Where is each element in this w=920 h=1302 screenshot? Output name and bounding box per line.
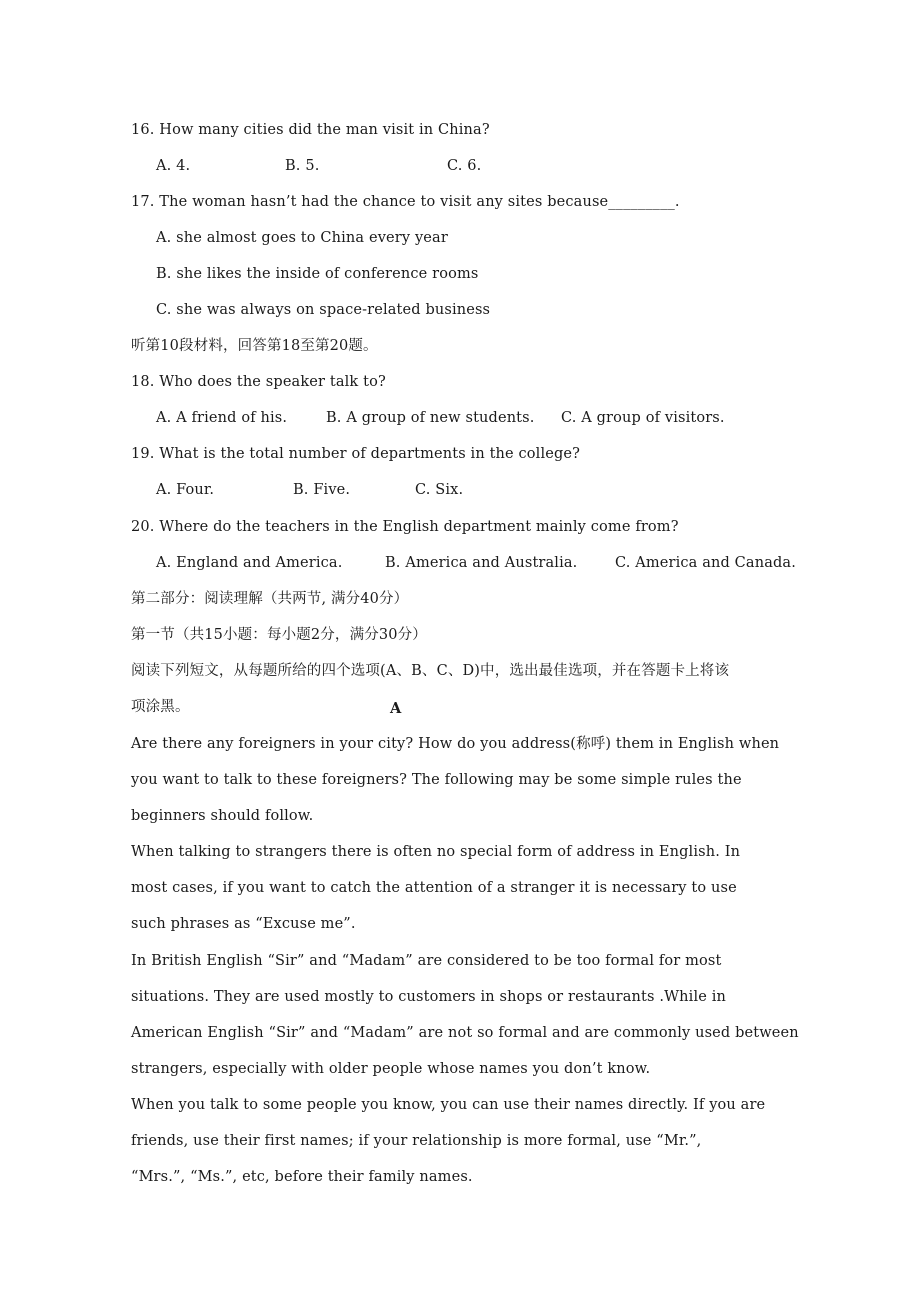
passage-line: situations. They are used mostly to customers in shops or restaurants .While in [131, 989, 727, 1005]
passage-line: most cases, if you want to catch the attention of a stranger it is necessary to use [131, 880, 737, 896]
question-20-stem: 20. Where do the teachers in the English department mainly come from? [131, 519, 679, 535]
reading-instruction-line-2: 项涂黑。 [131, 699, 190, 715]
passage-line: In British English “Sir” and “Madam” are considered to be too formal for most [131, 953, 722, 969]
passage-line: friends, use their first names; if your relationship is more formal, use “Mr.”, [131, 1133, 702, 1149]
option-b: B. America and Australia. [385, 555, 578, 571]
option-c: C. America and Canada. [615, 555, 796, 571]
question-18-options [156, 408, 725, 428]
reading-instruction-line-1: 阅读下列短文，从每题所给的四个选项(A、B、C、D)中，选出最佳选项，并在答题卡上将该 [131, 663, 730, 679]
option-a: A. Four. [156, 482, 215, 498]
question-19-options [156, 480, 463, 500]
question-18-stem: 18. Who does the speaker talk to? [131, 374, 386, 390]
question-17-option-b: B. she likes the inside of conference rooms [156, 266, 479, 282]
option-b: B. 5. [285, 158, 320, 174]
option-a: A. 4. [156, 158, 191, 174]
option-b: B. A group of new students. [326, 410, 535, 426]
option-c: C. A group of visitors. [561, 410, 725, 426]
question-17-option-c: C. she was always on space-related business [156, 302, 491, 318]
passage-label: A [390, 700, 402, 717]
passage-line: you want to talk to these foreigners? The following may be some simple rules the [131, 772, 742, 788]
question-19-stem: 19. What is the total number of departments in the college? [131, 446, 581, 462]
question-16-options [156, 156, 481, 176]
option-c: C. 6. [447, 158, 482, 174]
part-two-heading: 第二部分：阅读理解（共两节, 满分40分） [131, 591, 409, 607]
section-one-heading: 第一节（共15小题：每小题2分，满分30分） [131, 627, 427, 643]
passage-line: beginners should follow. [131, 808, 314, 824]
option-c: C. Six. [415, 482, 464, 498]
passage-line: strangers, especially with older people whose names you don’t know. [131, 1061, 651, 1077]
passage-line: “Mrs.”, “Ms.”, etc, before their family names. [131, 1169, 473, 1185]
question-17-option-a: A. she almost goes to China every year [156, 230, 448, 246]
listen-instruction: 听第10段材料，回答第18至第20题。 [131, 338, 378, 354]
passage-line: American English “Sir” and “Madam” are not so formal and are commonly used between [131, 1025, 799, 1041]
passage-line: When you talk to some people you know, you can use their names directly. If you are [131, 1097, 766, 1113]
option-a: A. A friend of his. [156, 410, 288, 426]
question-17-stem: 17. The woman hasn’t had the chance to visit any sites because_________. [131, 194, 680, 210]
option-b: B. Five. [293, 482, 351, 498]
question-16-stem: 16. How many cities did the man visit in China? [131, 122, 490, 138]
passage-line: such phrases as “Excuse me”. [131, 916, 356, 932]
passage-line: When talking to strangers there is often no special form of address in English. In [131, 844, 741, 860]
option-a: A. England and America. [156, 555, 343, 571]
question-20-options [156, 553, 796, 573]
passage-line: Are there any foreigners in your city? How do you address(称呼) them in English when [131, 736, 780, 752]
